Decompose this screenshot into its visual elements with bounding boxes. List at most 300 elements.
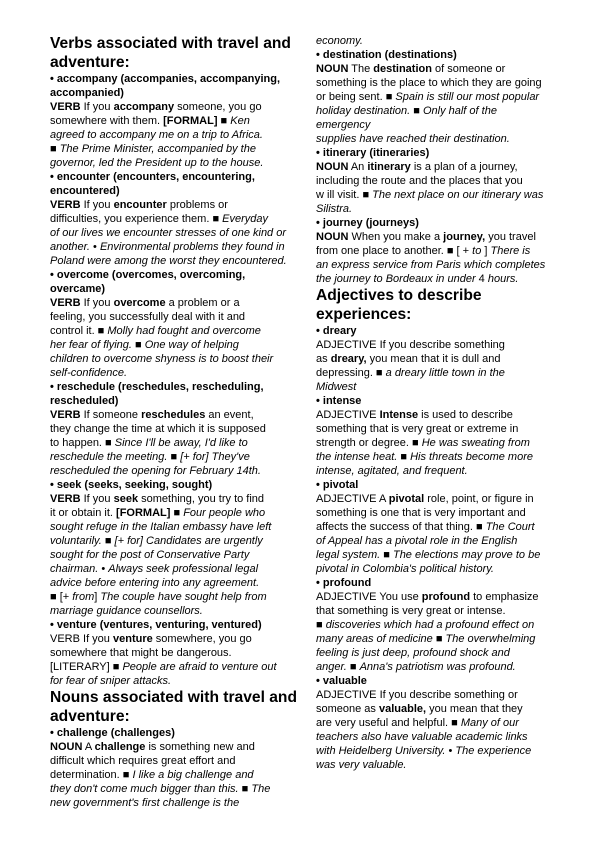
text-run: • valuable [316,675,367,687]
entry-text-line [316,258,578,272]
text-run: of someone or [431,63,506,75]
headword-line [50,380,312,394]
text-run: Always seek professional legal [108,563,259,575]
entry-text-line [316,590,578,604]
text-run: VERB If you [50,633,113,645]
text-run: w ill visit. ■ [316,189,373,201]
text-run: an event, [205,409,254,421]
text-run: something, you try to find [138,493,265,505]
left-column [50,34,312,810]
text-run: Silistra. [316,203,353,215]
text-run: control it. ■ [50,325,108,337]
entry-text-line [50,324,312,338]
text-run: sought refuge in the Italian embassy have left [50,521,272,533]
text-run: experiences: [316,306,412,323]
text-run: strength or degree. ■ [316,437,422,449]
text-run: governor, led the President up to the house. [50,157,264,169]
text-run: someone, you go [174,101,262,113]
text-run: someone as [316,703,379,715]
entry-text-line [316,338,578,352]
text-run: Environmental problems they found in [99,241,285,253]
text-run: ADJECTIVE If you describe something or [316,689,518,701]
text-run: • pivotal [316,479,359,491]
text-run: If you [80,493,114,505]
text-run: encountered) [50,185,120,197]
entry-text-line [50,422,312,436]
text-run: Poland were among the worst they encountered. [50,255,287,267]
text-run: ■ [432,633,446,645]
text-run: as [316,353,331,365]
headword-line [50,618,312,632]
text-run: Everyday [222,213,268,225]
text-run: • seek (seeks, seeking, sought) [50,479,213,491]
entry-text-line [316,366,578,380]
text-run: hours. [487,273,519,285]
headword-line [50,86,312,100]
text-run: ■ [167,451,181,463]
text-run: The [348,63,374,75]
text-run: Adjectives to describe [316,287,482,304]
entry-text-line [50,740,312,754]
text-run: you mean that they [426,703,523,715]
section-heading-line [316,286,578,305]
text-run: ■ [238,783,252,795]
entry-text-line [316,160,578,174]
headword-line [316,674,578,688]
right-column [316,34,578,772]
text-run: 4 [475,273,488,285]
text-run: ■ [380,549,393,561]
text-run: • reschedule (reschedules, rescheduling, [50,381,264,393]
section-heading-line [50,707,312,726]
entry-text-line [316,408,578,422]
text-run: accompany [113,101,175,113]
entry-text-line [50,674,312,688]
entry-text-line [316,702,578,716]
text-run: discoveries which had a profound effect on [325,619,535,631]
entry-text-line [316,244,578,258]
text-run: seek [113,493,139,505]
text-run: chairman. [50,563,99,575]
text-run: One way of helping [144,339,239,351]
text-run: for fear of sniper attacks. [50,675,172,687]
text-run: accompanied) [50,87,124,99]
text-run: ADJECTIVE [316,409,380,421]
entry-text-line [50,450,312,464]
entry-text-line [316,380,578,394]
text-run: something that is very great or extreme in [316,423,519,435]
text-run: ■ [131,339,145,351]
text-run: is a plan of a journey, [410,161,518,173]
entry-text-line [316,174,578,188]
text-run: NOUN [316,63,349,75]
entry-text-line [316,422,578,436]
text-run: VERB [50,297,81,309]
text-run: NOUN [50,741,83,753]
headword-line [316,394,578,408]
text-run: encounter [113,199,167,211]
entry-text-line [50,240,312,254]
text-run: When you make a [348,231,444,243]
text-run: • venture (ventures, venturing, ventured) [50,619,262,631]
entry-text-line [50,128,312,142]
text-run: The Prime Minister, accompanied by the [59,143,256,155]
entry-text-line [316,188,578,202]
text-run: ■ [217,115,231,127]
text-run: you travel [485,231,536,243]
text-run: something is the place to which they are going [316,77,542,89]
entry-text-line [316,202,578,216]
entry-text-line [50,464,312,478]
text-run: her fear of flying. [50,339,132,351]
text-run: NOUN [316,231,349,243]
text-run: rescheduled the opening for February 14th. [50,465,261,477]
entry-text-line [316,132,578,146]
entry-text-line [316,632,578,646]
text-run: to happen. ■ [50,437,115,449]
text-run: valuable, [378,703,427,715]
entry-text-line [50,366,312,380]
text-run: His threats become more [410,451,533,463]
text-run: with Heidelberg University. [316,745,446,757]
headword-line [316,216,578,230]
text-run: to emphasize [470,591,539,603]
text-run: Midwest [316,381,357,393]
entry-text-line [50,212,312,226]
text-run: somewhere, you go [152,633,252,645]
text-run: overcome [113,297,166,309]
text-run: Only half of the [422,105,497,117]
text-run: venture [112,633,153,645]
text-run: is something new and [145,741,255,753]
text-run: challenge [94,741,146,753]
text-run: ■ [170,507,184,519]
text-run: • profound [316,577,372,589]
entry-text-line [316,646,578,660]
entry-text-line [316,744,578,758]
entry-text-line [316,34,578,48]
text-run: somewhere that might be dangerous. [50,647,232,659]
headword-line [50,478,312,492]
text-run: depressing. ■ [316,367,386,379]
text-run: ■ [101,535,115,547]
text-run: including the route and the places that you [316,175,523,187]
text-run: Ken [230,115,250,127]
text-run: sought for the post of Conservative Party [50,549,250,561]
text-run: affects the success of that thing. ■ [316,521,486,533]
text-run: ■ [316,619,326,631]
text-run: pivotal in Colombia's political history. [316,563,494,575]
headword-line [50,184,312,198]
text-run: ] [481,245,491,257]
text-run: ADJECTIVE If you describe something [316,339,505,351]
text-run: [FORMAL] [163,115,218,127]
text-run: Nouns associated with travel and [50,689,297,706]
text-run: Anna's patriotism was profound. [359,661,516,673]
text-run: destination [373,63,432,75]
entry-text-line [316,230,578,244]
entry-text-line [50,100,312,114]
text-run: VERB [50,199,81,211]
text-run: another. [50,241,90,253]
entry-text-line [316,618,578,632]
entry-text-line [50,590,312,604]
text-run: holiday destination. [316,105,411,117]
entry-text-line [50,796,312,810]
text-run: of our lives we encounter stresses of one kind or [50,227,287,239]
entry-text-line [316,436,578,450]
text-run: VERB [50,493,81,505]
text-run: Verbs associated with travel and [50,35,291,52]
entry-text-line [316,104,578,118]
entry-text-line [316,506,578,520]
text-run: the intense heat. [316,451,398,463]
text-run: • [445,745,456,757]
text-run: [+ for] They've [180,451,250,463]
text-run: • [89,241,100,253]
text-run: ■ [410,105,423,117]
text-run: ■ [50,143,60,155]
text-run: anger. [316,661,347,673]
entry-text-line [50,534,312,548]
text-run: a dreary little town in the [385,367,505,379]
text-run: marriage guidance counsellors. [50,605,203,617]
text-run: If you [80,199,114,211]
text-run: supplies have reached their destination. [316,133,510,145]
headword-line [50,268,312,282]
headword-line [316,146,578,160]
headword-line [316,576,578,590]
text-run: dreary, [330,353,367,365]
entry-text-line [50,352,312,366]
headword-line [50,282,312,296]
text-run: you mean that it is dull and [366,353,501,365]
text-run: feeling, you successfully deal with it and [50,311,246,323]
entry-text-line [316,604,578,618]
text-run: determination. ■ [50,769,133,781]
text-run: The Court [485,521,535,533]
text-run: If you [80,101,114,113]
entry-text-line [50,408,312,422]
text-run: A [82,741,95,753]
text-run: Since I'll be away, I'd like to [114,437,248,449]
section-heading-line [50,34,312,53]
text-run: VERB [50,409,81,421]
text-run: it or obtain it. [50,507,117,519]
entry-text-line [316,534,578,548]
text-run: role, point, or figure in [424,493,534,505]
text-run: feeling is just deep, profound shock and [316,647,510,659]
entry-text-line [316,352,578,366]
text-run: VERB [50,101,81,113]
text-run: Many of our [460,717,519,729]
entry-text-line [50,754,312,768]
text-run: The elections may prove to be [392,549,541,561]
entry-text-line [50,782,312,796]
text-run: problems or [166,199,228,211]
text-run: • dreary [316,325,357,337]
entry-text-line [316,450,578,464]
text-run: adventure: [50,708,130,725]
text-run: intense, agitated, and frequent. [316,465,468,477]
text-run: something is one that is very important and [316,507,526,519]
entry-text-line [50,338,312,352]
text-run: they change the time at which it is supposed [50,423,266,435]
text-run: ] [94,591,101,603]
headword-line [316,48,578,62]
text-run: • accompany (accompanies, accompanying, [50,73,281,85]
text-run: If someone [80,409,142,421]
text-run: difficulties, you experience them. ■ [50,213,223,225]
text-run: reschedule the meeting. [50,451,168,463]
section-heading-line [316,305,578,324]
text-run: to [472,245,482,257]
text-run: children to overcome shyness is to boost their [50,353,274,365]
entry-text-line [50,198,312,212]
text-run: economy. [316,35,363,47]
text-run: new government's first challenge is the [50,797,240,809]
entry-text-line [50,114,312,128]
text-run: was very valuable. [316,759,407,771]
entry-text-line [316,660,578,674]
headword-line [50,170,312,184]
text-run: many areas of medicine [316,633,433,645]
headword-line [50,726,312,740]
text-run: legal system. [316,549,381,561]
text-run: reschedules [141,409,206,421]
text-run: rescheduled) [50,395,119,407]
entry-text-line [50,254,312,268]
text-run: [LITERARY] ■ [50,661,123,673]
text-run: of Appeal has a pivotal role in the English [316,535,518,547]
text-run: difficult which requires great effort and [50,755,236,767]
text-run: somewhere with them. [50,115,164,127]
text-run: that something is very great or intense. [316,605,506,617]
entry-text-line [316,62,578,76]
text-run: Four people who [183,507,266,519]
entry-text-line [316,520,578,534]
entry-text-line [50,768,312,782]
text-run: or being sent. ■ [316,91,396,103]
entry-text-line [50,142,312,156]
text-run: Spain is still our most popular [395,91,540,103]
entry-text-line [50,506,312,520]
text-run: • challenge (challenges) [50,727,175,739]
section-heading-line [50,53,312,72]
text-run: overcame) [50,283,106,295]
text-run: ■ [346,661,360,673]
entry-text-line [316,758,578,772]
entry-text-line [316,562,578,576]
headword-line [50,394,312,408]
text-run: agreed to accompany me on a trip to Africa. [50,129,263,141]
headword-line [316,478,578,492]
entry-text-line [50,156,312,170]
text-run: NOUN [316,161,349,173]
text-run: [+ for] Candidates are urgently [114,535,263,547]
text-run: The couple have sought help from [100,591,267,603]
text-run: An [348,161,368,173]
text-run: I like a big challenge and [132,769,254,781]
text-run: they don't come much bigger than this. [50,783,239,795]
text-run: People are afraid to venture out [122,661,277,673]
headword-line [50,72,312,86]
text-run: There is [490,245,531,257]
entry-text-line [316,90,578,104]
text-run: [FORMAL] [116,507,171,519]
entry-text-line [316,272,578,286]
entry-text-line [50,632,312,646]
entry-text-line [316,688,578,702]
text-run: journey, [443,231,486,243]
text-run: ADJECTIVE You use [316,591,422,603]
text-run: • intense [316,395,362,407]
entry-text-line [316,464,578,478]
text-run: If you [80,297,114,309]
text-run: • destination (destinations) [316,49,457,61]
entry-text-line [316,716,578,730]
text-run: itinerary [367,161,411,173]
headword-line [316,324,578,338]
entry-text-line [316,118,578,132]
text-run: ■ [397,451,411,463]
text-run: • [98,563,109,575]
text-run: Molly had fought and overcome [107,325,261,337]
entry-text-line [50,660,312,674]
text-run: • encounter (encounters, encountering, [50,171,255,183]
text-run: teachers also have valuable academic links [316,731,528,743]
text-run: adventure: [50,54,130,71]
text-run: ADJECTIVE A [316,493,389,505]
section-heading-line [50,688,312,707]
entry-text-line [316,492,578,506]
entry-text-line [50,436,312,450]
text-run: • overcome (overcomes, overcoming, [50,269,246,281]
entry-text-line [316,730,578,744]
entry-text-line [50,646,312,660]
text-run: self-confidence. [50,367,128,379]
text-run: profound [421,591,471,603]
text-run: The next place on our itinerary was [372,189,544,201]
text-run: • journey (journeys) [316,217,419,229]
text-run: a problem or a [165,297,240,309]
entry-text-line [50,520,312,534]
text-run: are very useful and helpful. ■ [316,717,461,729]
text-run: voluntarily. [50,535,102,547]
entry-text-line [50,576,312,590]
entry-text-line [50,604,312,618]
text-run: ■ [+ [50,591,73,603]
entry-text-line [50,296,312,310]
text-run: emergency [316,119,371,131]
entry-text-line [50,310,312,324]
entry-text-line [50,492,312,506]
entry-text-line [50,548,312,562]
text-run: • itinerary (itineraries) [316,147,430,159]
text-run: The overwhelming [445,633,536,645]
text-run: is used to describe [418,409,513,421]
text-run: advice before entering into any agreement. [50,577,260,589]
entry-text-line [316,548,578,562]
text-run: from [72,591,95,603]
text-run: The experience [455,745,532,757]
text-run: He was sweating from [421,437,530,449]
entry-text-line [316,76,578,90]
text-run: pivotal [388,493,425,505]
text-run: an express service from Paris which completes [316,259,546,271]
text-run: The [251,783,271,795]
text-run: Intense [379,409,419,421]
